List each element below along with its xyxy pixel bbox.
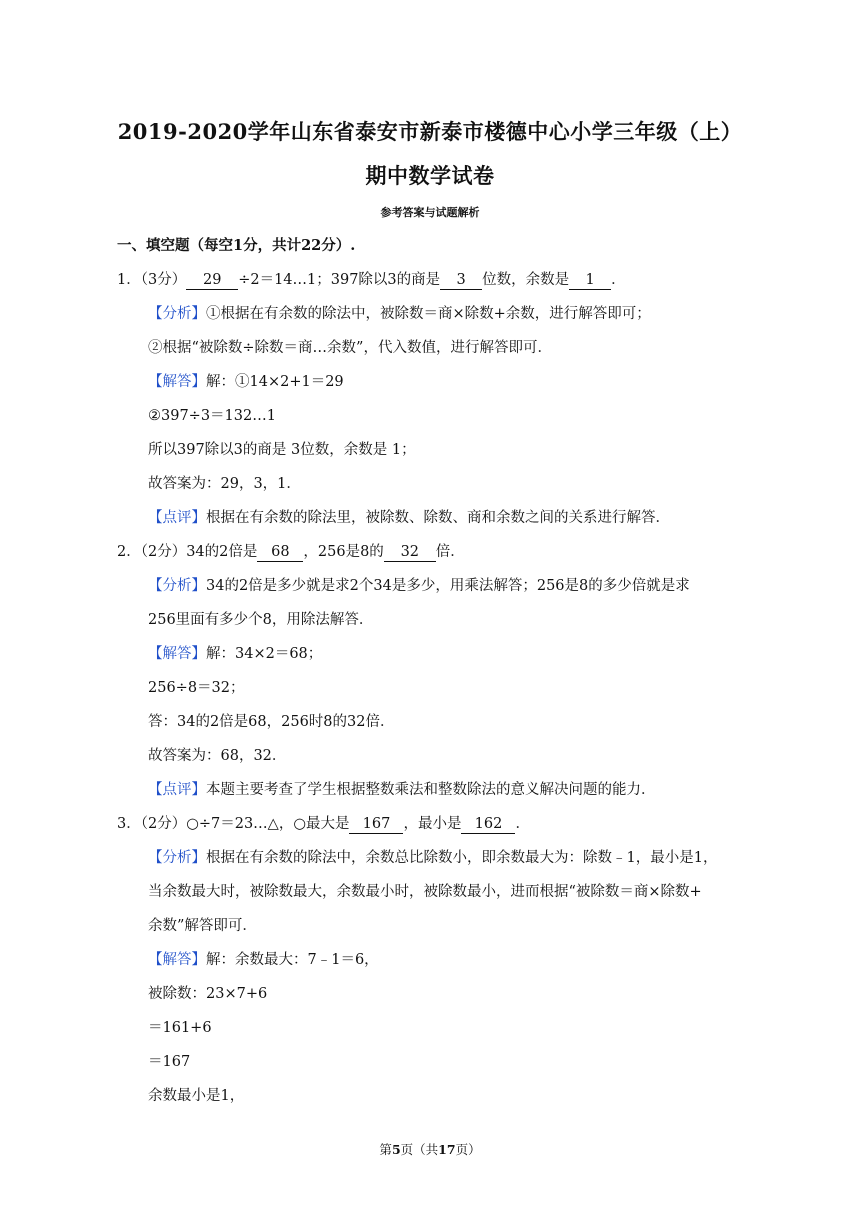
solution-line: 故答案为：29，3，1． (148, 476, 301, 492)
analysis-line: 256里面有多少个8，用除法解答． (148, 612, 374, 628)
solution-text: 解：余数最大：7﹣1＝6， (206, 952, 379, 968)
answer-blank: 162 (461, 815, 515, 834)
footer-text: 第 (379, 1142, 392, 1157)
analysis-line: 当余数最大时，被除数最大，余数最小时，被除数最小，进而根据“被除数＝商×除数+ (148, 884, 702, 900)
document-title-line2: 期中数学试卷 (365, 163, 495, 188)
analysis-tag: 【分析】 (148, 850, 206, 866)
question-text: ÷2＝14…1；397除以3的商是 (238, 272, 441, 288)
analysis-tag: 【分析】 (148, 306, 206, 322)
solution-tag: 【解答】 (148, 374, 206, 390)
solution-line: 余数最小是1， (148, 1088, 245, 1104)
analysis-line (148, 576, 690, 596)
question-2 (117, 542, 465, 562)
answer-blank: 68 (257, 543, 303, 562)
question-text: 倍． (435, 544, 465, 560)
solution-line: ＝167 (148, 1054, 191, 1070)
solution-line: ＝161+6 (148, 1020, 212, 1036)
comment-text: 根据在有余数的除法里，被除数、除数、商和余数之间的关系进行解答． (206, 510, 670, 526)
page-footer (0, 1140, 860, 1158)
question-text: 2．（2分）34的2倍是 (117, 544, 258, 560)
question-text: ，最小是 (403, 816, 462, 832)
solution-line: 答：34的2倍是68，256时8的32倍． (148, 714, 395, 730)
question-3 (117, 814, 530, 834)
analysis-text: 根据在有余数的除法中，余数总比除数小，即余数最大为：除数﹣1，最小是1， (206, 850, 718, 866)
solution-line: 故答案为：68，32． (148, 748, 287, 764)
solution-line (148, 372, 344, 392)
comment-line (148, 508, 670, 528)
analysis-line: ②根据“被除数÷除数＝商…余数”，代入数值，进行解答即可． (148, 340, 552, 356)
question-text: 位数，余数是 (482, 272, 570, 288)
solution-line: 256÷8＝32； (148, 680, 245, 696)
document-subtitle: 参考答案与试题解析 (380, 206, 480, 219)
solution-line: ②397÷3＝132…1 (148, 408, 276, 424)
question-1 (117, 270, 626, 290)
answer-blank: 3 (440, 271, 482, 290)
answer-blank: 32 (384, 543, 436, 562)
section-heading: 一、填空题（每空1分，共计22分）. (117, 237, 356, 254)
footer-text: 页） (455, 1142, 481, 1157)
analysis-line: 余数”解答即可． (148, 918, 257, 934)
current-page-number: 5 (391, 1142, 401, 1157)
solution-line (148, 644, 322, 664)
answer-blank: 167 (349, 815, 403, 834)
solution-text: 解：34×2＝68； (206, 646, 323, 662)
comment-line (148, 780, 656, 800)
analysis-line (148, 848, 717, 868)
total-pages-number: 17 (438, 1142, 456, 1157)
footer-text: 页（共 (400, 1142, 439, 1157)
analysis-text: ①根据在有余数的除法中，被除数＝商×除数+余数，进行解答即可； (206, 306, 651, 322)
answer-blank: 29 (186, 271, 238, 290)
comment-tag: 【点评】 (148, 510, 206, 526)
question-text: ，256是8的 (303, 544, 384, 560)
solution-line: 所以397除以3的商是 3位数，余数是 1； (148, 442, 416, 458)
analysis-text: 34的2倍是多少就是求2个34是多少，用乘法解答；256是8的多少倍就是求 (206, 578, 690, 594)
solution-tag: 【解答】 (148, 952, 206, 968)
solution-text: 解：①14×2+1＝29 (206, 374, 344, 390)
answer-blank: 1 (569, 271, 611, 290)
analysis-tag: 【分析】 (148, 578, 206, 594)
comment-tag: 【点评】 (148, 782, 206, 798)
solution-tag: 【解答】 (148, 646, 206, 662)
question-text: 3．（2分）○÷7＝23…△，○最大是 (117, 816, 350, 832)
solution-line: 被除数：23×7+6 (148, 986, 268, 1002)
question-text: ． (515, 816, 530, 832)
question-text: ． (611, 272, 626, 288)
question-number: 1．（3分） (117, 272, 187, 288)
document-title-line1: 2019-2020学年山东省泰安市新泰市楼德中心小学三年级（上） (117, 119, 743, 144)
analysis-line (148, 304, 651, 324)
comment-text: 本题主要考查了学生根据整数乘法和整数除法的意义解决问题的能力． (206, 782, 656, 798)
solution-line (148, 950, 379, 970)
